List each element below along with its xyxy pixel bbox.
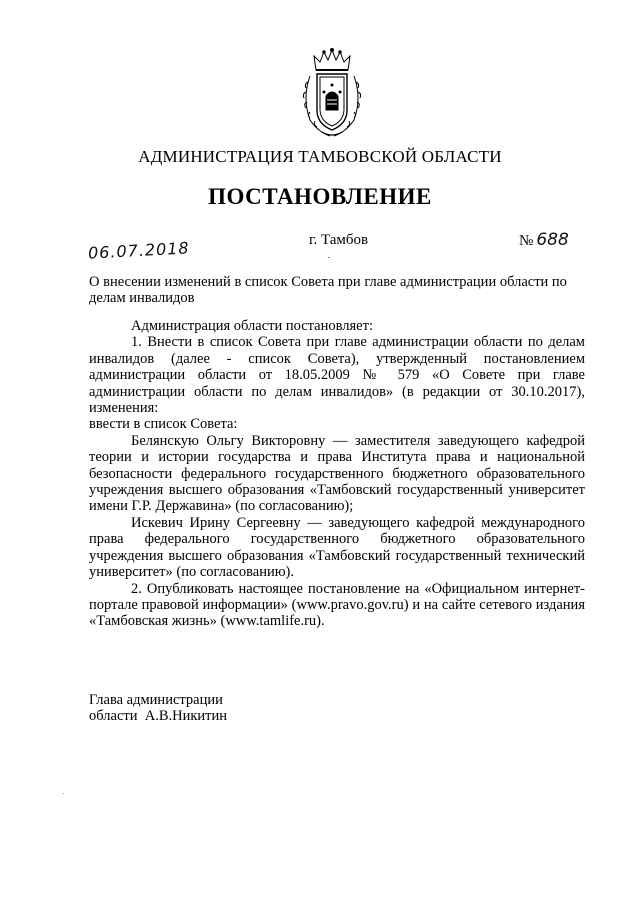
- number-prefix: №: [519, 233, 534, 249]
- item-2-paragraph: 2. Опубликовать настоящее постановление на «Официальном интернет-портале правовой информации» (www.pravo.gov.ru) и на сайте сетевого издания «Тамбовская жизнь» (www.tamlife.ru).: [89, 580, 585, 630]
- document-subject: О внесении изменений в список Совета при главе администрации области по делам инвалидов: [89, 274, 567, 306]
- signature-block: [89, 692, 227, 724]
- intro-paragraph: Администрация области постановляет:: [131, 318, 373, 334]
- signatory-line2: [89, 708, 227, 724]
- scan-speck-bottom: [63, 793, 64, 794]
- signatory-title-line1: Глава администрации: [89, 692, 223, 708]
- city-label: г. Тамбов: [309, 232, 369, 248]
- insert-paragraph: ввести в список Совета:: [89, 416, 238, 433]
- document-date: 06.07.2018: [87, 238, 191, 263]
- document-body: [89, 318, 585, 630]
- member-2-paragraph: Искевич Ирину Сергеевну — заведующего кафедрой международного права федерального государственного бюджетного образовательного учреждения высшего образования «Тамбовский государственный технический университет» (по согласованию).: [89, 514, 585, 581]
- number-value: 688: [536, 230, 569, 250]
- document-number: [519, 230, 569, 250]
- signatory-name: А.В.Никитин: [144, 708, 228, 724]
- scan-speck: [328, 257, 330, 258]
- signatory-title-line2: области: [89, 708, 138, 724]
- document-type-heading: ПОСТАНОВЛЕНИЕ: [208, 184, 432, 209]
- tambov-coat-of-arms-icon: [300, 48, 364, 140]
- item-1-paragraph: 1. Внести в список Совета при главе администрации области по делам инвалидов (далее - список Совета), утвержденный постановлением администрации области от 18.05.2009 № 579 «О Совете при главе администрации области по делам инвалидов» (в редакции от 30.10.2017), изменения:: [89, 334, 585, 417]
- organization-title: АДМИНИСТРАЦИЯ ТАМБОВСКОЙ ОБЛАСТИ: [138, 147, 502, 166]
- member-1-paragraph: Белянскую Ольгу Викторовну — заместителя заведующего кафедрой теории и истории государства и права Института права и национальной безопасности федерального государственного бюджетного образовательного учреждения высшего образования «Тамбовский государственный университет имени Г.Р. Державина» (по согласованию);: [89, 432, 585, 515]
